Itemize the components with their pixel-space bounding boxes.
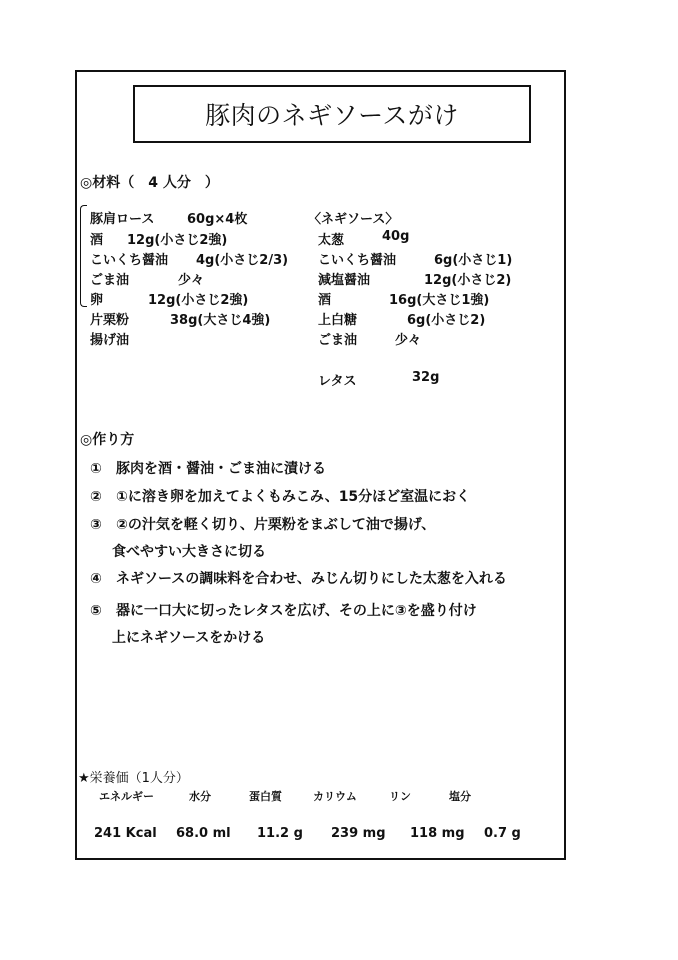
ingredient-amount: 少々 (178, 273, 205, 288)
step-text: 豚肉を酒・醤油・ごま油に漬ける (116, 461, 326, 477)
ingredient-name: 豚肩ロース (90, 212, 155, 227)
step-number: ⑤ (90, 603, 102, 619)
ingredients-heading: ◎材料（ 4 人分 ） (80, 175, 219, 191)
ingredient-name: こいくち醤油 (90, 253, 169, 268)
step-5 (90, 600, 477, 620)
ingredient-name: ごま油 (90, 273, 130, 288)
nutrition-label: リン (389, 790, 411, 803)
sauce-ingredient-name: ごま油 (318, 333, 358, 348)
step-text: ネギソースの調味料を合わせ、みじん切りにした太葱を入れる (116, 571, 507, 587)
sauce-ingredient-name: 太葱 (318, 233, 345, 248)
title-box (133, 85, 531, 143)
sauce-ingredient-name: 酒 (318, 293, 332, 308)
ingredient-amount: 12g(小さじ2強) (127, 233, 228, 248)
sauce-ingredient-amount: 40g (382, 229, 410, 244)
ingredient-name: 酒 (90, 233, 104, 248)
step-text-continued: 上にネギソースをかける (112, 630, 266, 646)
ingredient-amount: 12g(小さじ2強) (148, 293, 249, 308)
nutrition-label: エネルギー (99, 790, 154, 803)
nutrition-value: 241 Kcal (94, 826, 157, 841)
sauce-ingredient-amount: 少々 (395, 333, 422, 348)
ingredient-amount: 38g(大さじ4強) (170, 313, 271, 328)
nutrition-label: カリウム (313, 790, 357, 803)
step-4 (90, 568, 507, 588)
nutrition-value: 68.0 ml (176, 826, 231, 841)
nutrition-label: 水分 (189, 790, 211, 803)
nutrition-title: ★栄養価（1人分） (78, 771, 189, 786)
sauce-ingredient-amount: 6g(小さじ1) (434, 253, 513, 268)
step-text: 器に一口大に切ったレタスを広げ、その上に③を盛り付け (116, 603, 477, 619)
step-number: ① (90, 461, 102, 477)
ingredient-amount: 60g×4枚 (187, 212, 248, 227)
nutrition-value: 118 mg (410, 826, 465, 841)
ingredient-name: 卵 (90, 293, 104, 308)
step-text: ①に溶き卵を加えてよくもみこみ、15分ほど室温におく (116, 489, 471, 505)
step-text-continued: 食べやすい大きさに切る (112, 544, 266, 560)
sauce-ingredient-amount: 16g(大さじ1強) (389, 293, 490, 308)
step-number: ④ (90, 571, 102, 587)
lettuce-amount: 32g (412, 370, 440, 385)
step-2 (90, 486, 470, 506)
nutrition-value: 0.7 g (484, 826, 521, 841)
ingredient-name: 片栗粉 (90, 313, 130, 328)
recipe-title: 豚肉のネギソースがけ (205, 101, 459, 130)
sauce-ingredient-amount: 12g(小さじ2) (424, 273, 512, 288)
nutrition-label: 蛋白質 (249, 790, 282, 803)
nutrition-label: 塩分 (449, 790, 471, 803)
marinade-bracket (80, 205, 87, 307)
sauce-ingredient-amount: 6g(小さじ2) (407, 313, 486, 328)
step-number: ② (90, 489, 102, 505)
sauce-ingredient-name: こいくち醤油 (318, 253, 397, 268)
step-text: ②の汁気を軽く切り、片栗粉をまぶして油で揚げ、 (116, 517, 436, 533)
sauce-ingredient-name: 上白糖 (318, 313, 358, 328)
ingredient-name: 揚げ油 (90, 333, 130, 348)
sauce-ingredient-name: 減塩醤油 (318, 273, 371, 288)
nutrition-value: 11.2 g (257, 826, 303, 841)
method-heading: ◎作り方 (80, 432, 135, 448)
step-number: ③ (90, 517, 102, 533)
sauce-heading: 〈ネギソース〉 (308, 212, 399, 227)
step-3 (90, 514, 435, 534)
step-1 (90, 458, 326, 478)
nutrition-value: 239 mg (331, 826, 386, 841)
ingredient-amount: 4g(小さじ2/3) (196, 253, 289, 268)
lettuce-name: レタス (318, 374, 357, 389)
